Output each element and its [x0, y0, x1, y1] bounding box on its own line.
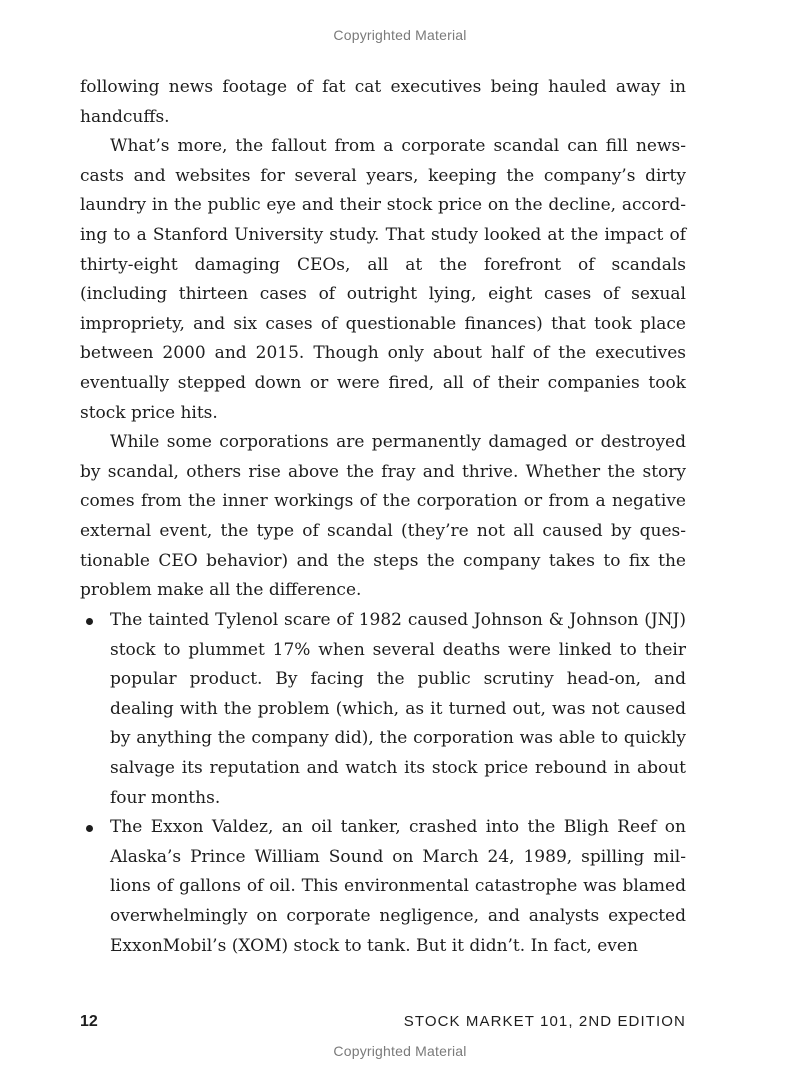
paragraph-rise-above: While some corporations are permanently damaged or destroyed by scandal, others rise above the fray and thrive. Whether the story comes from the inner workings of the corporation or from a negative external event, the type of scandal (they’re not all caused by questionable CEO behavior) and the steps the company takes to fix the problem make all the difference.: [80, 432, 686, 601]
running-book-title: STOCK MARKET 101, 2ND EDITION: [403, 1013, 686, 1030]
bullet-text-exxon: The Exxon Valdez, an oil tanker, crashed into the Bligh Reef on Alaska’s Prince William Sound on March 24, 1989, spilling millions of gallons of oil. This environmental catastrophe was blamed overwhelmingly on corporate negligence, and analysts expected ExxonMobil’s (XOM) stock to tank. But it didn’t. In fact, even: [110, 817, 686, 956]
bullet-dot-icon: [86, 825, 93, 832]
bullet-text-tylenol: The tainted Tylenol scare of 1982 caused Johnson & Johnson (JNJ) stock to plummet 17% when several deaths were linked to their popular product. By facing the public scrutiny head-on, and dealing with the problem (which, as it turned out, was not caused by anything the company did), the corporation was able to quickly salvage its reputation and watch its stock price rebound in about four months.: [110, 610, 686, 808]
bullet-item-exxon: [80, 813, 686, 961]
body-text: [80, 73, 686, 606]
paragraph-continuation: following news footage of fat cat executives being hauled away in handcuffs.: [80, 77, 686, 127]
bullet-dot-icon: [86, 618, 93, 625]
page-footer: [80, 1013, 686, 1033]
paragraph-scandal-fallout: What’s more, the fallout from a corporate scandal can fill newscasts and websites for several years, keeping the company’s dirty laundry in the public eye and their stock price on the decline, according to a Stanford University study. That study looked at the impact of thirty-eight damaging CEOs, all at the forefront of scandals (including thirteen cases of outright lying, eight cases of sexual impropriety, and six cases of questionable finances) that took place between 2000 and 2015. Though only about half of the executives eventually stepped down or were fired, all of their companies took stock price hits.: [80, 136, 686, 423]
copyright-watermark-bottom: Copyrighted Material: [333, 1043, 467, 1059]
copyright-watermark-top: Copyrighted Material: [333, 27, 467, 43]
bullet-item-tylenol: [80, 606, 686, 813]
examples-bullet-list: [80, 606, 686, 961]
page-number: 12: [80, 1013, 98, 1030]
